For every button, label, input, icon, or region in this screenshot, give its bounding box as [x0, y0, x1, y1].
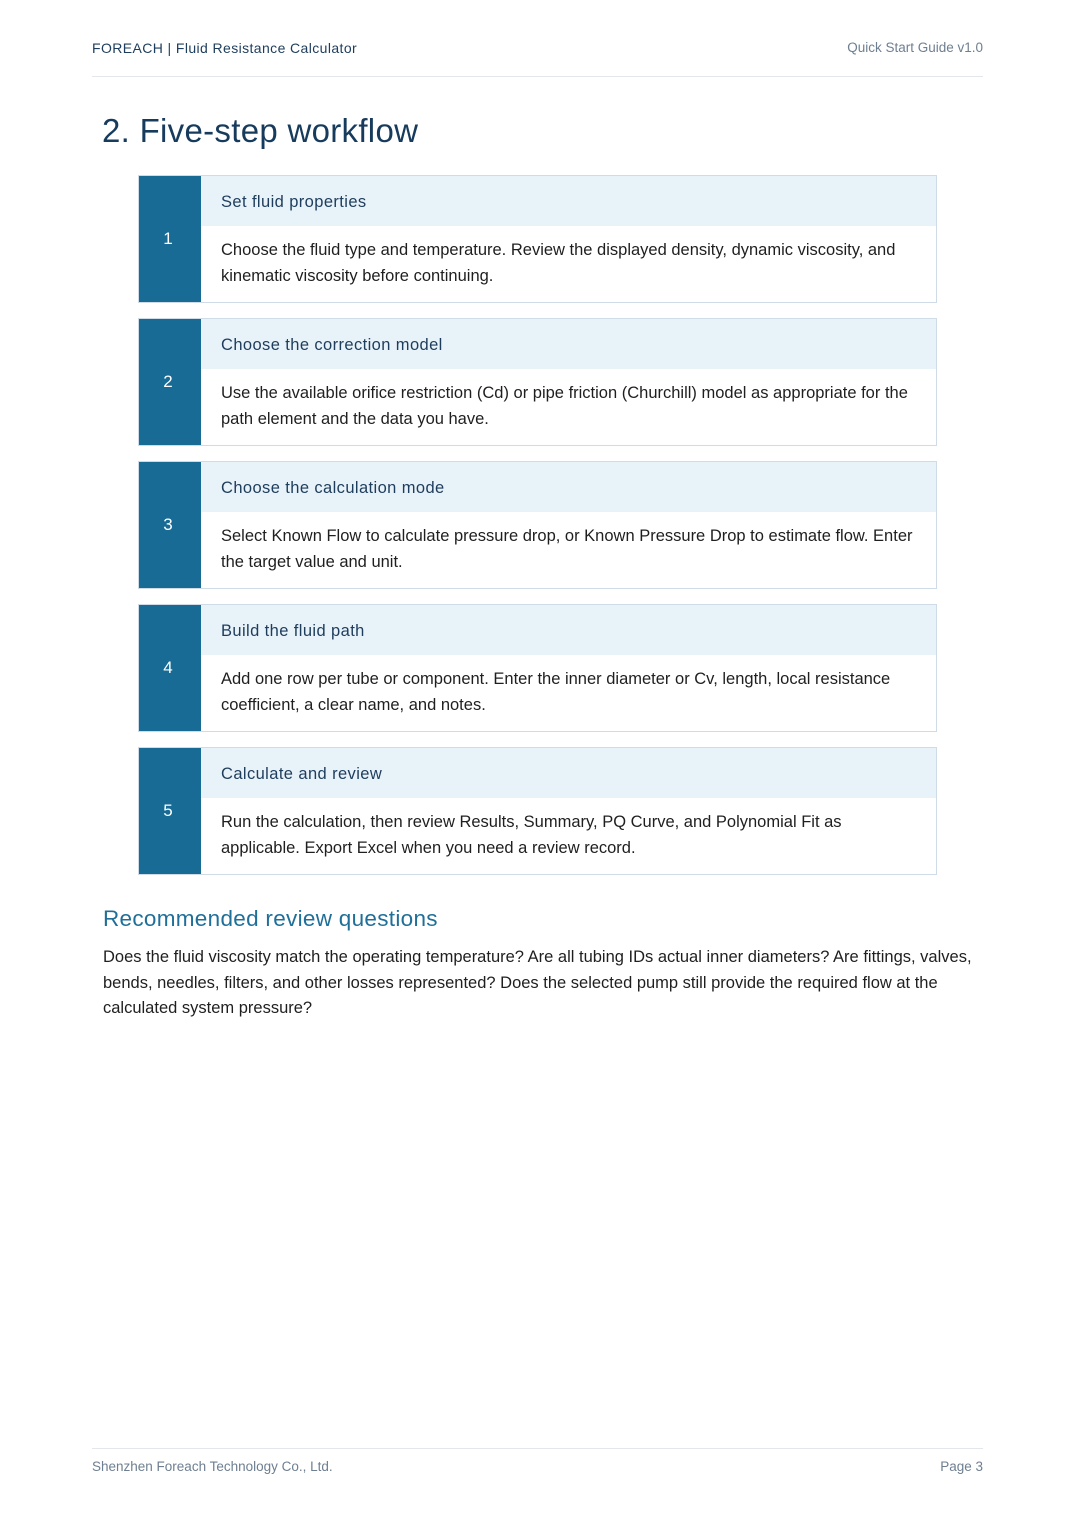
step-number: 2 [163, 372, 173, 391]
section-title: 2. Five-step workflow [102, 112, 419, 149]
step-number-badge [139, 748, 201, 874]
step-description: Run the calculation, then review Results, Summary, PQ Curve, and Polynomial Fit as applicable. Export Excel when you need a review record. [221, 813, 842, 857]
step-number-badge [139, 319, 201, 445]
step-number-badge [139, 176, 201, 302]
step-body [201, 748, 936, 874]
step-body [201, 462, 936, 588]
step-number-badge [139, 605, 201, 731]
review-text: Does the fluid viscosity match the operating temperature? Are all tubing IDs actual inner diameters? Are fittings, valves, bends, needles, filters, and other losses represented? Does the selected pump still provide the required flow at the calculated system pressure? [103, 948, 972, 1017]
step-number: 3 [163, 515, 173, 534]
header-guide-version: Quick Start Guide v1.0 [847, 40, 983, 55]
step-title: Calculate and review [201, 748, 936, 798]
step-number-badge [139, 462, 201, 588]
workflow-step-2 [138, 318, 937, 446]
workflow-step-5 [138, 747, 937, 875]
workflow-step-3 [138, 461, 937, 589]
step-description: Use the available orifice restriction (Cd) or pipe friction (Churchill) model as appropriate for the path element and the data you have. [221, 384, 908, 428]
step-body [201, 319, 936, 445]
review-heading: Recommended review questions [103, 906, 438, 931]
step-number: 4 [163, 658, 173, 677]
step-description: Select Known Flow to calculate pressure drop, or Known Pressure Drop to estimate flow. Enter the target value and unit. [221, 527, 913, 571]
step-number: 1 [163, 229, 173, 248]
step-title: Choose the calculation mode [201, 462, 936, 512]
header-brand: FOREACH | Fluid Resistance Calculator [92, 40, 358, 56]
page-footer [92, 1448, 983, 1474]
step-description: Add one row per tube or component. Enter the inner diameter or Cv, length, local resistance coefficient, a clear name, and notes. [221, 670, 891, 714]
step-body [201, 176, 936, 302]
workflow-steps [138, 175, 937, 890]
step-number: 5 [163, 801, 173, 820]
workflow-step-1 [138, 175, 937, 303]
step-title: Choose the correction model [201, 319, 936, 369]
footer-company: Shenzhen Foreach Technology Co., Ltd. [92, 1459, 333, 1474]
step-body [201, 605, 936, 731]
workflow-step-4 [138, 604, 937, 732]
step-title: Build the fluid path [201, 605, 936, 655]
page-header [92, 40, 983, 77]
step-title: Set fluid properties [201, 176, 936, 226]
footer-page-number: Page 3 [940, 1459, 983, 1474]
step-description: Choose the fluid type and temperature. Review the displayed density, dynamic viscosity, and kinematic viscosity before continuing. [221, 241, 896, 285]
